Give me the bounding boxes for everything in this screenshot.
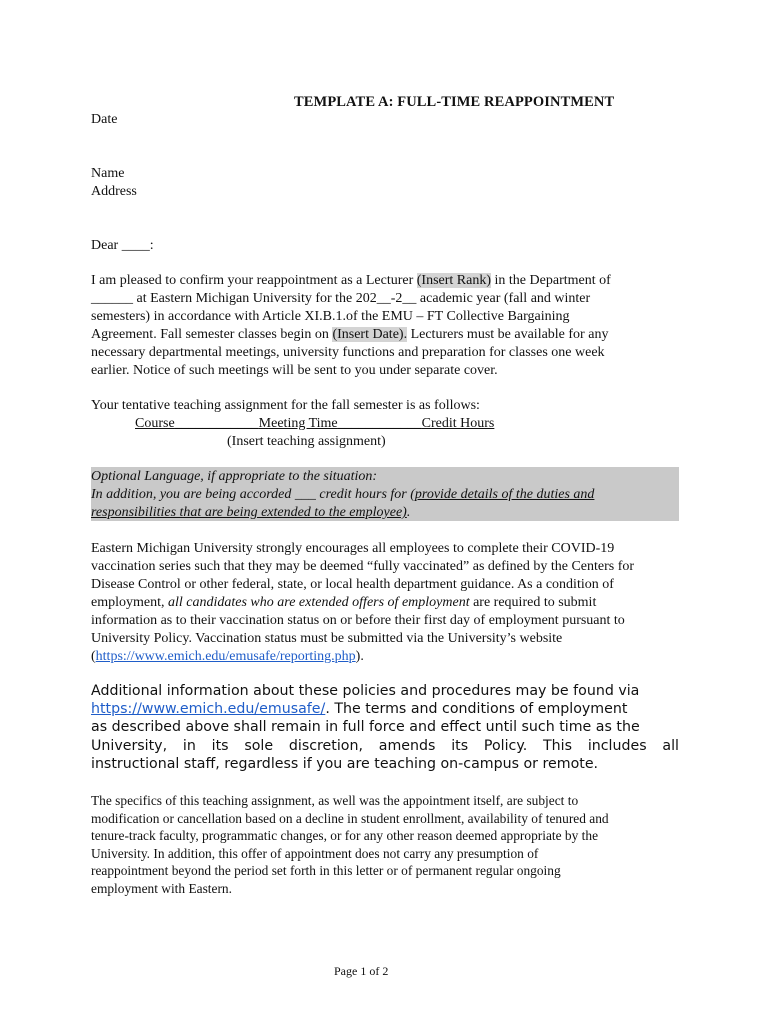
paragraph-line: modification or cancellation based on a decline in student enrollment, availability of tenured and	[91, 810, 609, 826]
text-span: (	[91, 649, 96, 664]
text-span: . The terms and conditions of employment	[325, 701, 628, 718]
paragraph-line	[91, 594, 681, 612]
insert-assignment-note: (Insert teaching assignment)	[227, 434, 386, 449]
address-label: Address	[91, 184, 137, 199]
optional-line	[91, 504, 679, 522]
column-credit-hours: Credit Hours	[421, 416, 495, 431]
paragraph-line: The specifics of this teaching assignment, as well was the appointment itself, are subject to	[91, 793, 579, 808]
vaccination-reporting-link[interactable]: https://www.emich.edu/emusafe/reporting.php	[95, 649, 356, 664]
paragraph-line: University Policy. Vaccination status must be submitted via the University’s website	[91, 631, 563, 646]
optional-heading: Optional Language, if appropriate to the situation:	[91, 469, 378, 484]
page-number: Page 1 of 2	[334, 964, 389, 978]
assignment-columns	[135, 415, 494, 433]
text-span: In addition, you are being accorded ___ credit hours for	[91, 487, 411, 502]
paragraph-line: Additional information about these policies and procedures may be found via	[91, 683, 640, 699]
paragraph-line: reappointment beyond the period set forth in this letter or of permanent regular ongoing	[91, 863, 561, 878]
paragraph-line: necessary departmental meetings, university functions and preparation for classes one week	[91, 345, 605, 360]
paragraph-line: ______ at Eastern Michigan University for the 202__-2__ academic year (fall and winter	[91, 291, 591, 306]
paragraph-line: vaccination series such that they may be deemed “fully vaccinated” as defined by the Centers for	[91, 559, 635, 574]
text-span: ).	[355, 649, 364, 664]
text-span: all candidates who are extended offers of employment	[168, 595, 470, 610]
additional-info-paragraph	[91, 682, 679, 773]
paragraph-line: University. In addition, this offer of appointment does not carry any presumption of	[91, 845, 539, 861]
text-span: responsibilities that are being extended to the employee)	[91, 505, 407, 520]
column-course: Course	[135, 416, 175, 431]
salutation: Dear ____:	[91, 238, 154, 253]
paragraph-line	[91, 648, 681, 666]
text-span: employment,	[91, 595, 168, 610]
insert-rank-highlight: (Insert Rank)	[416, 273, 492, 288]
paragraph-line	[91, 700, 679, 718]
paragraph-line: Disease Control or other federal, state, or local health department guidance. As a condition of	[91, 577, 614, 592]
text-span: (provide details of the duties and	[410, 487, 595, 502]
paragraph-line: semesters) in accordance with Article XI.B.1.of the EMU – FT Collective Bargaining	[91, 309, 570, 324]
specifics-paragraph	[91, 792, 681, 897]
optional-language-block	[91, 467, 679, 521]
date-label: Date	[91, 112, 118, 127]
paragraph-line	[91, 272, 681, 290]
emusafe-link[interactable]: https://www.emich.edu/emusafe/	[91, 701, 326, 718]
reappointment-paragraph	[91, 272, 681, 380]
paragraph-line: Eastern Michigan University strongly encourages all employees to complete their COVID-19	[91, 541, 615, 556]
paragraph-line: tenure-track faculty, programmatic changes, or for any other reason deemed appropriate by the	[91, 828, 599, 843]
insert-date-highlight: (Insert Date).	[332, 327, 408, 342]
column-meeting-time: Meeting Time	[258, 416, 338, 431]
text-span: in the Department of	[491, 273, 611, 288]
assignment-intro: Your tentative teaching assignment for the fall semester is as follows:	[91, 398, 480, 413]
paragraph-line: information as to their vaccination status on or before their first day of employment pursuant to	[91, 613, 625, 628]
optional-line	[91, 486, 679, 504]
column-spacer: ____________	[174, 416, 259, 431]
name-label: Name	[91, 166, 125, 181]
covid-paragraph	[91, 540, 681, 666]
text-span: Agreement. Fall semester classes begin on	[91, 327, 333, 342]
column-spacer: ____________	[337, 416, 422, 431]
paragraph-line: employment with Eastern.	[91, 880, 232, 896]
text-span: .	[406, 505, 411, 520]
paragraph-line: earlier. Notice of such meetings will be sent to you under separate cover.	[91, 363, 498, 378]
paragraph-line: as described above shall remain in full force and effect until such time as the	[91, 719, 640, 736]
paragraph-line: instructional staff, regardless if you are teaching on-campus or remote.	[91, 755, 599, 772]
text-span: I am pleased to confirm your reappointment as a Lecturer	[91, 273, 417, 288]
text-span: are required to submit	[469, 595, 597, 610]
page-title: TEMPLATE A: FULL-TIME REAPPOINTMENT	[294, 94, 615, 110]
paragraph-line	[91, 326, 681, 344]
paragraph-line: University, in its sole discretion, amends its Policy. This includes all	[91, 737, 679, 754]
text-span: Lecturers must be available for any	[407, 327, 609, 342]
